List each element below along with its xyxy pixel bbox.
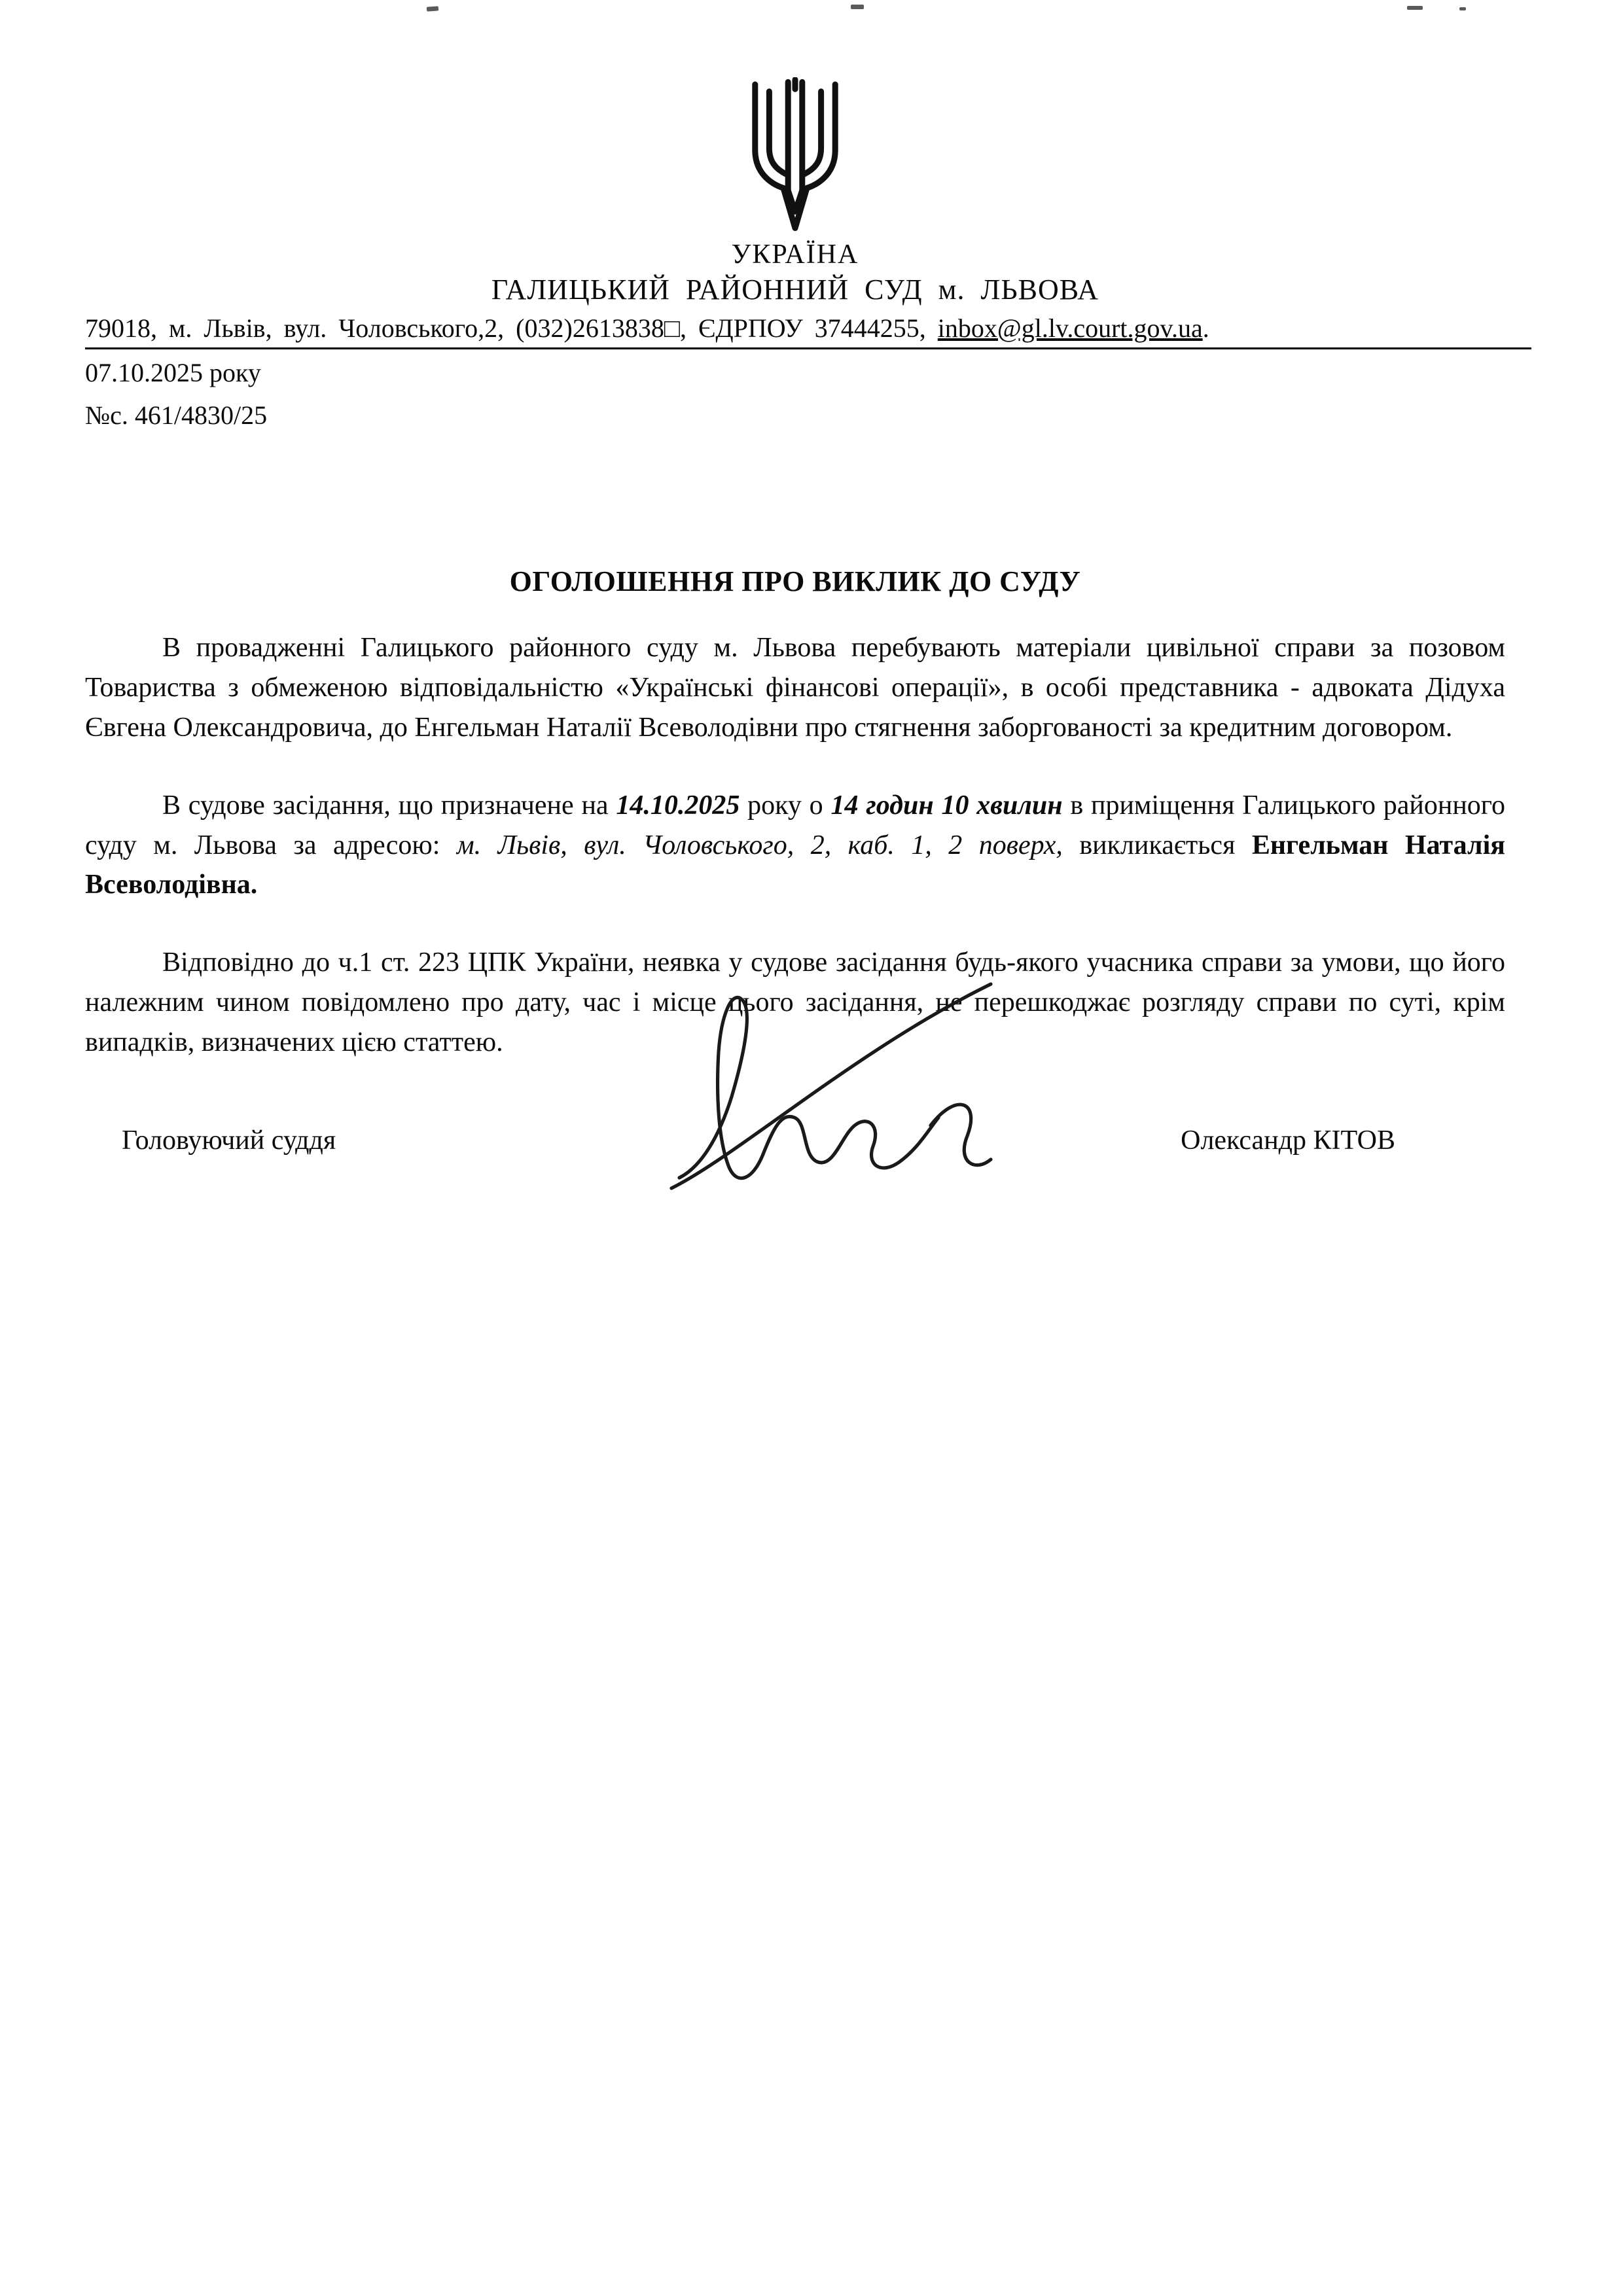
paragraph-hearing-notice [85, 786, 1505, 906]
judge-name: Олександр КІТОВ [1181, 1125, 1395, 1156]
signature-block [85, 1125, 1505, 1156]
country-name: УКРАЇНА [731, 239, 859, 270]
summoned-person: Енгельман Наталія Всеволодівна. [85, 830, 1505, 900]
hearing-address: м. Львів, вул. Чоловського, 2, каб. 1, 2 поверх, [456, 830, 1063, 860]
scan-artifact [1459, 7, 1466, 10]
email-text: inbox@gl.lv.court.gov.ua [937, 313, 1203, 343]
ukraine-trident-emblem [736, 77, 854, 236]
document-title: ОГОЛОШЕННЯ ПРО ВИКЛИК ДО СУДУ [509, 565, 1081, 597]
document-date: 07.10.2025 року [85, 358, 261, 387]
trident-icon [736, 77, 854, 233]
p2-text-4: викликається [1062, 830, 1252, 860]
header-divider [85, 347, 1531, 349]
scan-artifact [851, 5, 864, 9]
scan-artifact [1407, 6, 1423, 10]
court-name: ГАЛИЦЬКИЙ РАЙОННИЙ СУД м. ЛЬВОВА [491, 274, 1099, 306]
contact-line [85, 313, 1505, 344]
p2-text-2: року о [740, 790, 831, 821]
p2-text-3: в приміщення Галицького районного суду м. Львова за адресою: [85, 790, 1505, 860]
hearing-date: 14.10.2025 [616, 790, 740, 821]
address-text: 79018, м. Львів, вул. Чоловського,2, (032)2613838□, ЄДРПОУ 37444255, [85, 313, 938, 343]
judge-role-label: Головуючий суддя [122, 1125, 336, 1156]
paragraph-legal-basis: Відповідно до ч.1 ст. 223 ЦПК України, неявка у судове засідання будь-якого учасника справи за умови, що його належним чином повідомлено про дату, час і місце цього засідання, не перешкоджає розгляду справи по суті, крім випадків, визначених цією статтею. [85, 947, 1505, 1058]
scan-artifact [427, 6, 438, 11]
p2-text-1: В судове засідання, що призначене на [162, 790, 616, 821]
hearing-time: 14 годин 10 хвилин [830, 790, 1063, 821]
after-email-text: . [1202, 313, 1209, 343]
paragraph-case-description: В провадженні Галицького районного суду м. Львова перебувають матеріали цивільної справи за позовом Товариства з обмеженою відповідальністю «Українські фінансові операції», в особі представника - адвоката Дідуха Євгена Олександровича, до Енгельман Наталії Всеволодівни про стягнення заборгованості за кредитним договором. [85, 633, 1505, 743]
case-number: №с. 461/4830/25 [85, 400, 268, 430]
